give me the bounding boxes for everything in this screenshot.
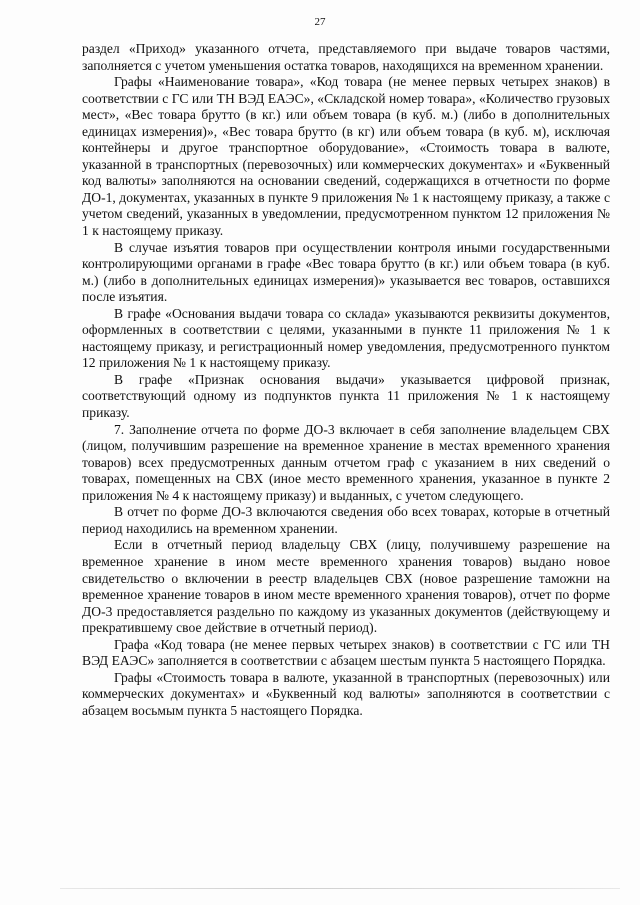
scan-edge-divider <box>60 888 620 889</box>
paragraph: В графе «Признак основания выдачи» указывается цифровой признак, соответствующий одному из подпунктов пункта 11 приложения № 1 к настоящему приказу. <box>82 371 610 421</box>
paragraph: В случае изъятия товаров при осуществлении контроля иными государственными контролирующими органами в графе «Вес товара брутто (в кг.) или объем товара (в куб. м.) (либо в дополнительных единицах измерения)» указывается вес товаров, оставшихся после изъятия. <box>82 239 610 305</box>
paragraph-item-7: 7. Заполнение отчета по форме ДО-3 включает в себя заполнение владельцем СВХ (лицом, получившим разрешение на временное хранение в местах временного хранения товаров) всех предусмотренных данным отчетом граф с указанием в них сведений о товарах, помещенных на СВХ (иное место временного хранения, указанное в пункте 2 приложения № 4 к настоящему приказу) и выданных, с учетом следующего. <box>82 421 610 503</box>
document-body <box>82 41 610 719</box>
page-number: 27 <box>314 16 326 28</box>
paragraph: В отчет по форме ДО-3 включаются сведения обо всех товарах, которые в отчетный период находились на временном хранении. <box>82 504 610 536</box>
paragraph: Графа «Код товара (не менее первых четырех знаков) в соответствии с ГС или ТН ВЭД ЕАЭС» заполняется в соответствии с абзацем шестым пункта 5 настоящего Порядка. <box>82 636 610 669</box>
paragraph-continuation: раздел «Приход» указанного отчета, представляемого при выдаче товаров частями, заполняется с учетом уменьшения остатка товаров, находящихся на временном хранении. <box>82 41 610 73</box>
paragraph: Графы «Стоимость товара в валюте, указанной в транспортных (перевозочных) или коммерческих документах» и «Буквенный код валюты» заполняются в соответствии с абзацем восьмым пункта 5 настоящего Порядка. <box>82 669 610 718</box>
paragraph: Графы «Наименование товара», «Код товара (не менее первых четырех знаков) в соответствии с ГС или ТН ВЭД ЕАЭС», «Складской номер товара», «Количество грузовых мест», «Вес товара брутто (в кг.) или объем товара (в куб. м.) (либо в дополнительных единицах измерения)», «Вес товара брутто (в кг) или объем товара (в куб. м), исключая контейнеры и другое транспортное оборудование», «Стоимость товара в валюте, указанной в транспортных (перевозочных) или коммерческих документах» и «Буквенный код валюты» заполняются на основании сведений, содержащихся в отчетности по форме ДО-1, документах, указанных в пункте 9 приложения № 1 к настоящему приказу, а также с учетом сведений, указанных в уведомлении, предусмотренном пунктом 12 приложения № 1 к настоящему приказу. <box>82 74 610 239</box>
paragraph: В графе «Основания выдачи товара со склада» указываются реквизиты документов, оформленных в соответствии с целями, указанными в пункте 11 приложения № 1 к настоящему приказу, и регистрационный номер уведомления, предусмотренного пунктом 12 приложения № 1 к настоящему приказу. <box>82 305 610 371</box>
paragraph: Если в отчетный период владельцу СВХ (лицу, получившему разрешение на временное хранение в ином месте временного хранения товаров) выдано новое свидетельство о включении в реестр владельцев СВХ (новое разрешение таможни на временное хранение товаров в ином месте временного хранения товаров), отчет по форме ДО-3 предоставляется раздельно по каждому из указанных документов (действующему и прекратившему свое действие в отчетный период). <box>82 537 610 636</box>
